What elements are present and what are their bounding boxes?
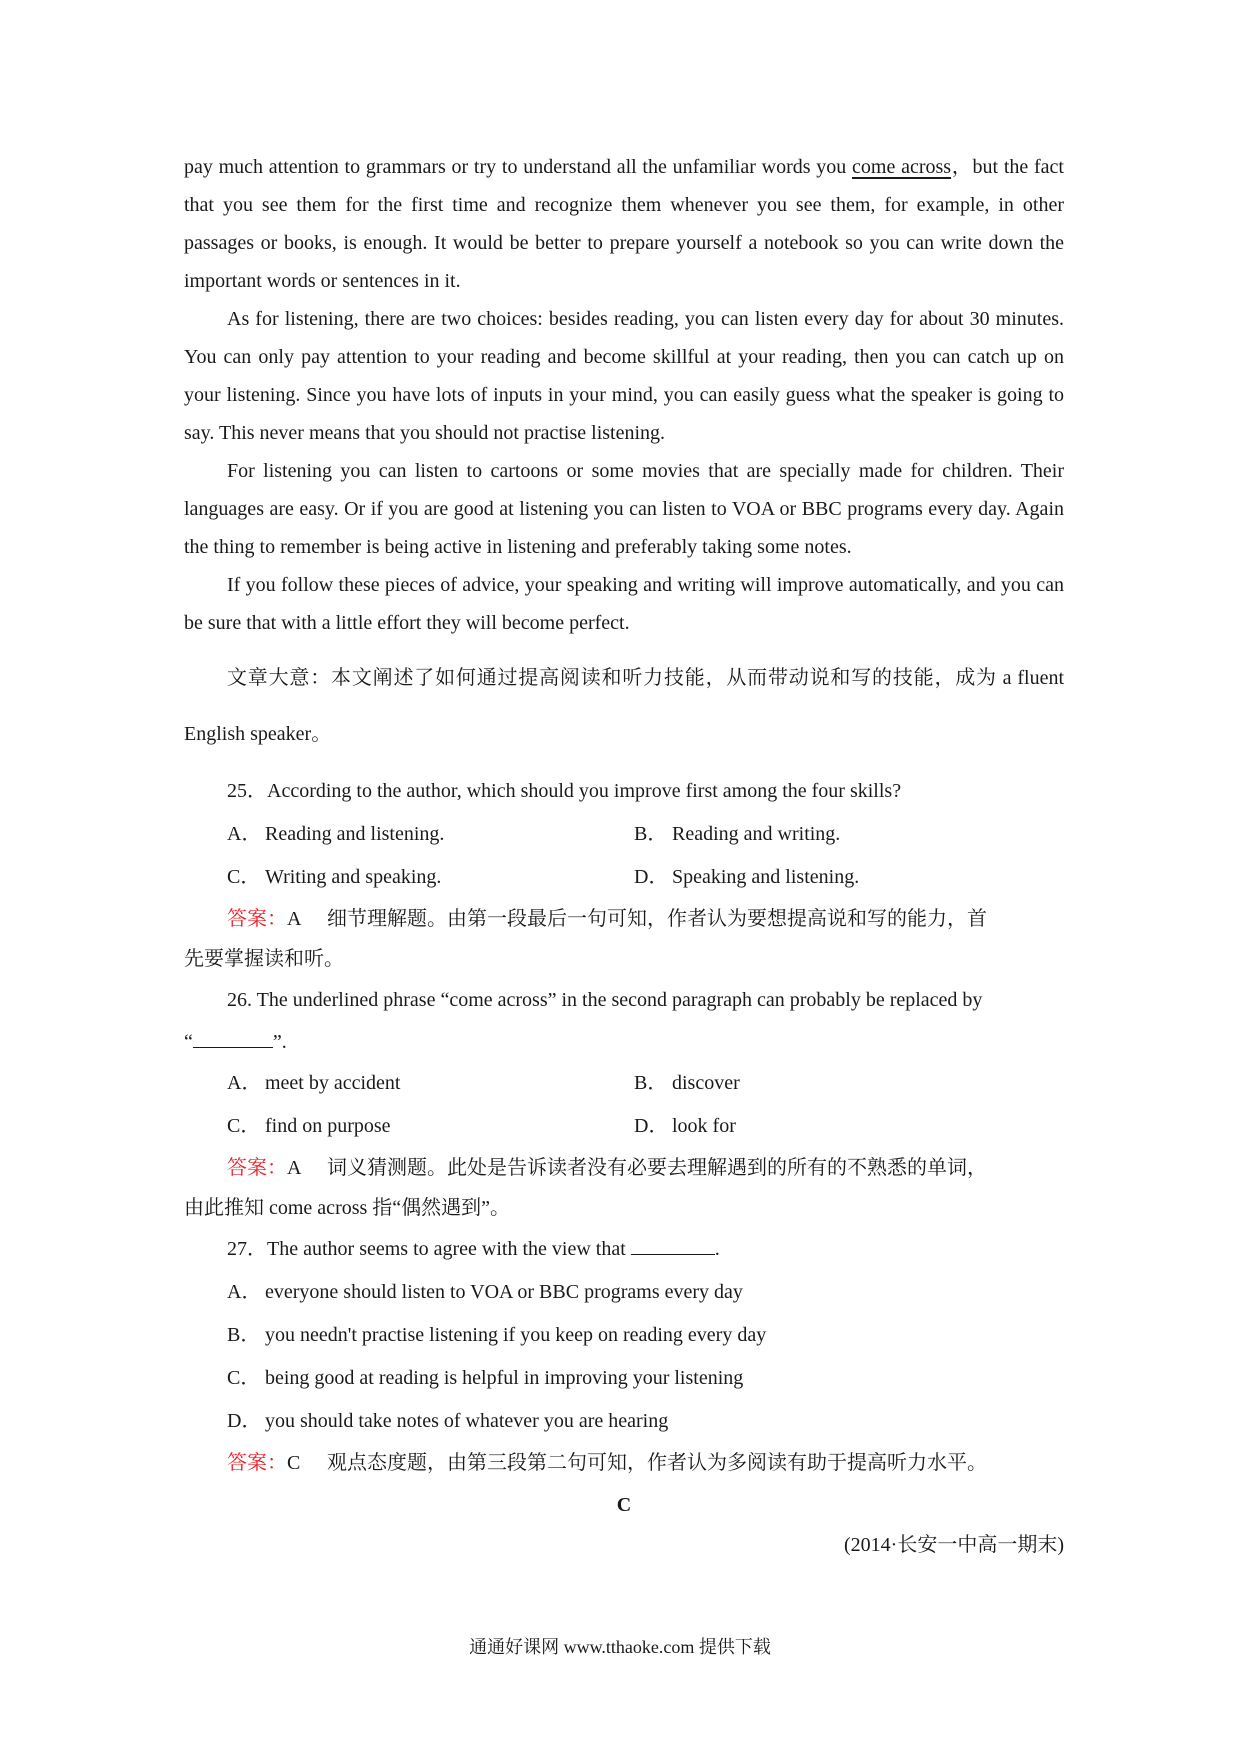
answer <box>184 1148 1064 1188</box>
options-row <box>227 1062 1064 1105</box>
option-letter: B． <box>634 1072 668 1094</box>
option-letter: C． <box>227 1367 261 1389</box>
option-c[interactable] <box>227 1357 1064 1400</box>
option-text: discover <box>672 1072 740 1094</box>
answer-label: 答案： <box>227 908 287 930</box>
option-text: you should take notes of whatever you are hearing <box>265 1410 669 1432</box>
option-letter: A． <box>227 823 262 845</box>
section-heading: C <box>616 1494 632 1516</box>
summary-text: 本文阐述了如何通过提高阅读和听力技能，从而带动说和写的技能，成为 a fluent English speaker。 <box>184 667 1065 745</box>
option-a[interactable] <box>227 813 634 856</box>
option-b[interactable] <box>634 1062 1041 1105</box>
page-footer: 通通好课网 www.tthaoke.com 提供下载 <box>469 1637 771 1657</box>
option-text: Reading and listening. <box>265 823 445 845</box>
option-text: look for <box>672 1115 736 1137</box>
options-row <box>227 1105 1064 1148</box>
question-end: . <box>714 1238 720 1260</box>
answer-blank[interactable] <box>631 1232 715 1255</box>
options-row <box>227 856 1064 899</box>
question-number: 25． <box>227 780 267 802</box>
option-b[interactable] <box>634 813 1041 856</box>
question-stem <box>184 979 1064 1022</box>
answer-explanation: 细节理解题。由第一段最后一句可知，作者认为要想提高说和写的能力，首 <box>327 908 987 930</box>
question-stem-continued <box>184 1022 1064 1062</box>
option-text: everyone should listen to VOA or BBC programs every day <box>265 1281 743 1303</box>
answer-label: 答案： <box>227 1452 287 1474</box>
option-letter: C． <box>227 866 261 888</box>
article-summary <box>184 650 1064 762</box>
question-text: The author seems to agree with the view that <box>267 1238 631 1260</box>
option-text: Writing and speaking. <box>265 866 442 888</box>
option-b[interactable] <box>227 1314 1064 1357</box>
question-text: According to the author, which should you improve first among the four skills? <box>267 780 902 802</box>
option-text: Speaking and listening. <box>672 866 860 888</box>
question-27 <box>184 1228 1064 1483</box>
answer-letter: C <box>287 1452 301 1474</box>
close-quote: ”. <box>272 1031 287 1053</box>
option-d[interactable] <box>634 1105 1041 1148</box>
option-c[interactable] <box>227 1105 634 1148</box>
summary-label: 文章大意： <box>227 667 332 689</box>
option-text: you needn't practise listening if you keep on reading every day <box>265 1324 767 1346</box>
answer-letter: A <box>287 908 302 930</box>
answer-letter: A <box>287 1157 302 1179</box>
passage-paragraph-3: For listening you can listen to cartoons or some movies that are specially made for children. Their languages are easy. Or if you are good at listening you can listen to VOA or BBC programs every day. Again the thing to remember is being active in listening and preferably taking some notes. <box>184 460 1064 558</box>
option-c[interactable] <box>227 856 634 899</box>
option-letter: B． <box>227 1324 261 1346</box>
question-25 <box>184 770 1064 979</box>
answer-explanation-continued: 由此推知 come across 指“偶然遇到”。 <box>184 1197 511 1219</box>
option-d[interactable] <box>634 856 1041 899</box>
open-quote: “ <box>184 1031 193 1053</box>
options-row <box>227 813 1064 856</box>
paragraph-1-start: pay much attention to grammars or try to understand all the unfamiliar words you <box>184 156 853 178</box>
paragraph-1-end: ，but the fact that you see them for the first time and recognize them whenever you see them, for example, in other passages or books, is enough. It would be better to prepare yourself a notebook so you can write down the important words or sentences in it. <box>184 156 1064 292</box>
option-letter: D． <box>634 1115 669 1137</box>
option-d[interactable] <box>227 1400 1064 1443</box>
passage-paragraph-2: As for listening, there are two choices: besides reading, you can listen every day for about 30 minutes. You can only pay attention to your reading and become skillful at your reading, then you can catch up on your listening. Since you have lots of inputs in your mind, you can easily guess what the speaker is going to say. This never means that you should not practise listening. <box>184 308 1064 444</box>
options <box>184 1271 1064 1443</box>
source-citation: (2014·长安一中高一期末) <box>844 1534 1064 1556</box>
question-number: 26. <box>227 989 252 1011</box>
answer-explanation-continued: 先要掌握读和听。 <box>184 948 344 970</box>
answer <box>184 1443 1064 1483</box>
underlined-phrase: come across <box>852 156 952 178</box>
passage-paragraph-4: If you follow these pieces of advice, your speaking and writing will improve automatically, and you can be sure that with a little effort they will become perfect. <box>184 574 1064 634</box>
option-letter: A． <box>227 1072 262 1094</box>
option-letter: A． <box>227 1281 262 1303</box>
question-stem <box>184 770 1064 813</box>
answer-blank[interactable] <box>193 1025 273 1048</box>
option-text: meet by accident <box>265 1072 401 1094</box>
question-text: The underlined phrase “come across” in the second paragraph can probably be replaced by <box>252 989 983 1011</box>
option-letter: D． <box>634 866 669 888</box>
page-content <box>184 148 1064 1565</box>
options <box>184 1062 1064 1148</box>
option-text: Reading and writing. <box>672 823 841 845</box>
question-stem <box>184 1228 1064 1271</box>
option-text: find on purpose <box>265 1115 391 1137</box>
option-a[interactable] <box>227 1062 634 1105</box>
question-26 <box>184 979 1064 1228</box>
answer-explanation: 观点态度题，由第三段第二句可知，作者认为多阅读有助于提高听力水平。 <box>327 1452 987 1474</box>
question-number: 27． <box>227 1238 267 1260</box>
option-letter: D． <box>227 1410 262 1432</box>
option-letter: B． <box>634 823 668 845</box>
options <box>184 813 1064 899</box>
answer-label: 答案： <box>227 1157 287 1179</box>
passage-paragraph-1 <box>184 148 1064 300</box>
answer <box>184 899 1064 939</box>
answer-explanation: 词义猜测题。此处是告诉读者没有必要去理解遇到的所有的不熟悉的单词， <box>327 1157 987 1179</box>
option-text: being good at reading is helpful in improving your listening <box>265 1367 744 1389</box>
option-letter: C． <box>227 1115 261 1137</box>
option-a[interactable] <box>227 1271 1064 1314</box>
